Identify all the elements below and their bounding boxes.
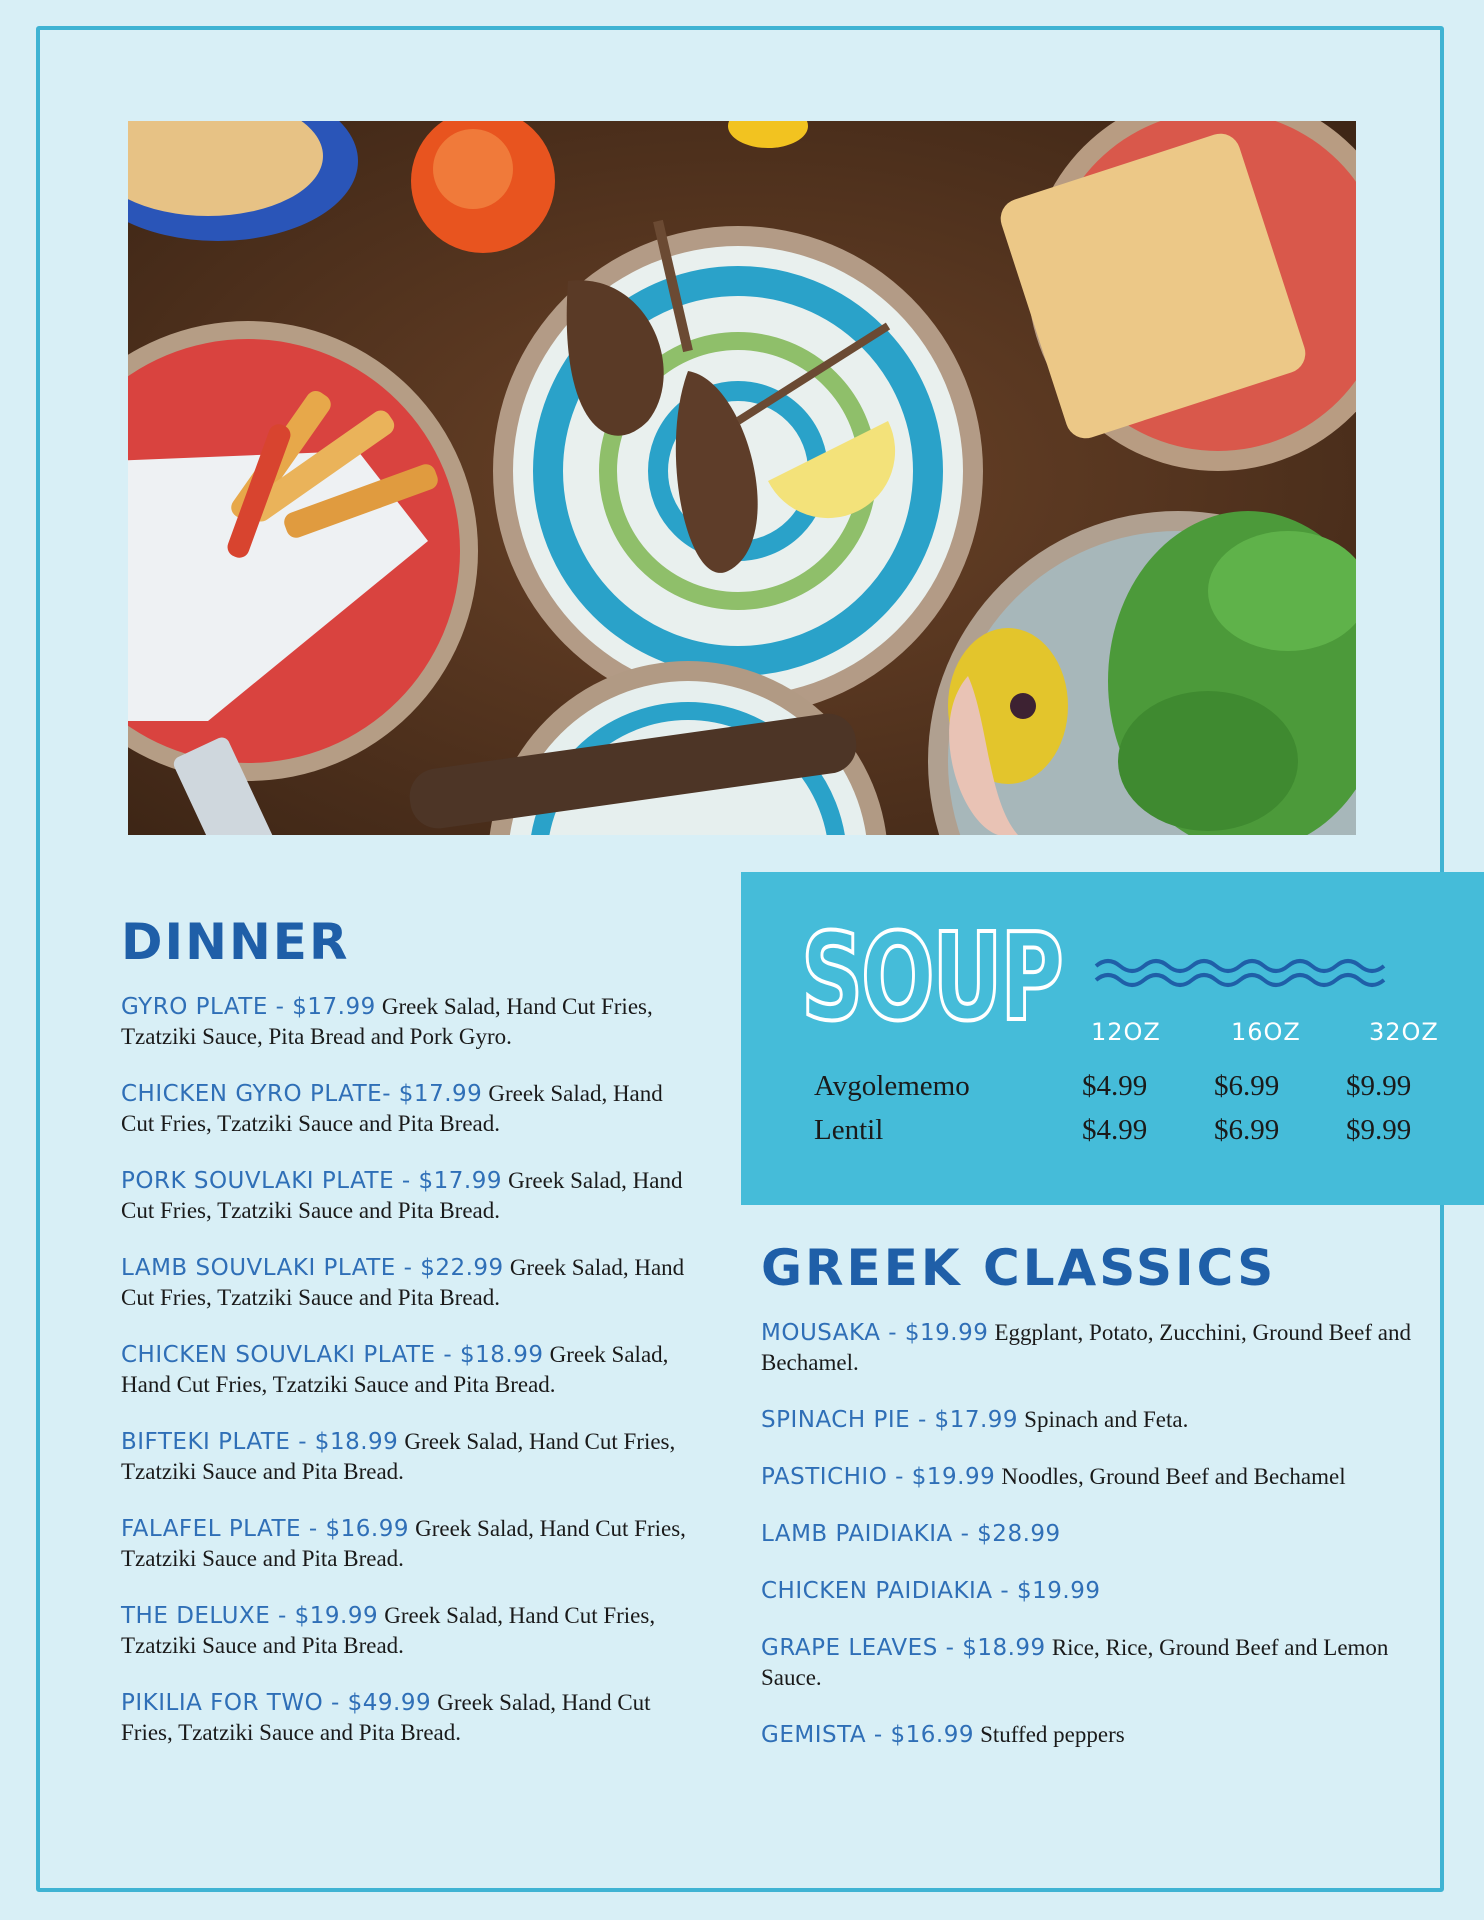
menu-item-name: CHICKEN GYRO PLATE- $17.99 [121, 1081, 483, 1107]
menu-item-description: Greek Salad, Hand Cut Fries, Tzatziki Sauce and Pita Bread. [121, 1516, 686, 1571]
greek-classics-section [761, 1238, 1421, 1777]
size-16oz: 16OZ [1231, 1018, 1301, 1046]
food-photo [128, 121, 1356, 835]
menu-item [121, 1427, 701, 1487]
soup-price-16oz: $6.99 [1214, 1114, 1280, 1146]
menu-item-name: GEMISTA - $16.99 [761, 1722, 974, 1748]
menu-item-description: Eggplant, Potato, Zucchini, Ground Beef and Bechamel. [761, 1320, 1411, 1375]
menu-item-description: Greek Salad, Hand Cut Fries, Tzatziki Sauce and Pita Bread. [121, 1342, 669, 1397]
menu-item-name: PASTICHIO - $19.99 [761, 1464, 996, 1490]
wave-decoration-icon [1091, 954, 1401, 994]
dinner-title: DINNER [121, 913, 350, 971]
soup-price-12oz: $4.99 [1082, 1114, 1148, 1146]
soup-title: SOUP [801, 909, 1062, 1048]
menu-item [121, 1688, 701, 1748]
menu-item-name: PORK SOUVLAKI PLATE - $17.99 [121, 1168, 503, 1194]
menu-item-name: LAMB PAIDIAKIA - $28.99 [761, 1521, 1061, 1547]
menu-item-description: Noodles, Ground Beef and Bechamel [1001, 1464, 1346, 1489]
menu-item-name: GYRO PLATE - $17.99 [121, 994, 376, 1020]
menu-item [761, 1462, 1421, 1492]
soup-row [814, 1114, 1474, 1154]
menu-item-description: Greek Salad, Hand Cut Fries, Tzatziki Sauce and Pita Bread. [121, 1081, 663, 1136]
menu-item-description: Greek Salad, Hand Cut Fries, Tzatziki Sauce and Pita Bread. [121, 1603, 656, 1658]
soup-price-32oz: $9.99 [1346, 1114, 1412, 1146]
soup-section [741, 872, 1484, 1205]
menu-item [761, 1519, 1421, 1549]
menu-item-name: CHICKEN PAIDIAKIA - $19.99 [761, 1578, 1101, 1604]
menu-item-description: Greek Salad, Hand Cut Fries, Tzatziki Sauce and Pita Bread. [121, 1429, 676, 1484]
menu-item-name: MOUSAKA - $19.99 [761, 1320, 989, 1346]
menu-item-name: BIFTEKI PLATE - $18.99 [121, 1429, 399, 1455]
menu-item [761, 1318, 1421, 1378]
menu-item [761, 1405, 1421, 1435]
size-32oz: 32OZ [1369, 1018, 1439, 1046]
menu-item [121, 1253, 701, 1313]
soup-row [814, 1070, 1474, 1110]
dinner-items [121, 992, 701, 1748]
food-photo-illustration [128, 121, 1356, 835]
menu-item [761, 1720, 1421, 1750]
menu-item-name: PIKILIA FOR TWO - $49.99 [121, 1690, 432, 1716]
menu-item-name: GRAPE LEAVES - $18.99 [761, 1635, 1046, 1661]
soup-sizes [741, 1018, 1484, 1048]
size-12oz: 12OZ [1091, 1018, 1161, 1046]
menu-item-name: THE DELUXE - $19.99 [121, 1603, 379, 1629]
greek-classics-items [761, 1318, 1421, 1750]
menu-item [761, 1633, 1421, 1693]
menu-item-name: SPINACH PIE - $17.99 [761, 1407, 1019, 1433]
menu-item [121, 1514, 701, 1574]
soup-price-16oz: $6.99 [1214, 1070, 1280, 1102]
soup-name: Lentil [814, 1114, 884, 1146]
menu-item [121, 992, 701, 1052]
menu-item-name: CHICKEN SOUVLAKI PLATE - $18.99 [121, 1342, 544, 1368]
menu-item-name: FALAFEL PLATE - $16.99 [121, 1516, 409, 1542]
menu-item [761, 1576, 1421, 1606]
menu-item-description: Rice, Rice, Ground Beef and Lemon Sauce. [761, 1635, 1389, 1690]
menu-item [121, 1601, 701, 1661]
menu-item-name: LAMB SOUVLAKI PLATE - $22.99 [121, 1255, 504, 1281]
menu-item [121, 1166, 701, 1226]
menu-item-description: Greek Salad, Hand Cut Fries, Tzatziki Sauce, Pita Bread and Pork Gyro. [121, 994, 653, 1049]
soup-name: Avgolememo [814, 1070, 970, 1102]
menu-item-description: Greek Salad, Hand Cut Fries, Tzatziki Sauce and Pita Bread. [121, 1168, 683, 1223]
menu-item-description: Spinach and Feta. [1024, 1407, 1189, 1432]
soup-price-32oz: $9.99 [1346, 1070, 1412, 1102]
menu-item-description: Stuffed peppers [980, 1722, 1125, 1747]
soup-price-12oz: $4.99 [1082, 1070, 1148, 1102]
menu-item [121, 1079, 701, 1139]
dinner-section [121, 912, 701, 1775]
menu-item-description: Greek Salad, Hand Cut Fries, Tzatziki Sauce and Pita Bread. [121, 1690, 651, 1745]
greek-classics-title: GREEK CLASSICS [761, 1239, 1277, 1297]
menu-item [121, 1340, 701, 1400]
menu-item-description: Greek Salad, Hand Cut Fries, Tzatziki Sauce and Pita Bread. [121, 1255, 685, 1310]
